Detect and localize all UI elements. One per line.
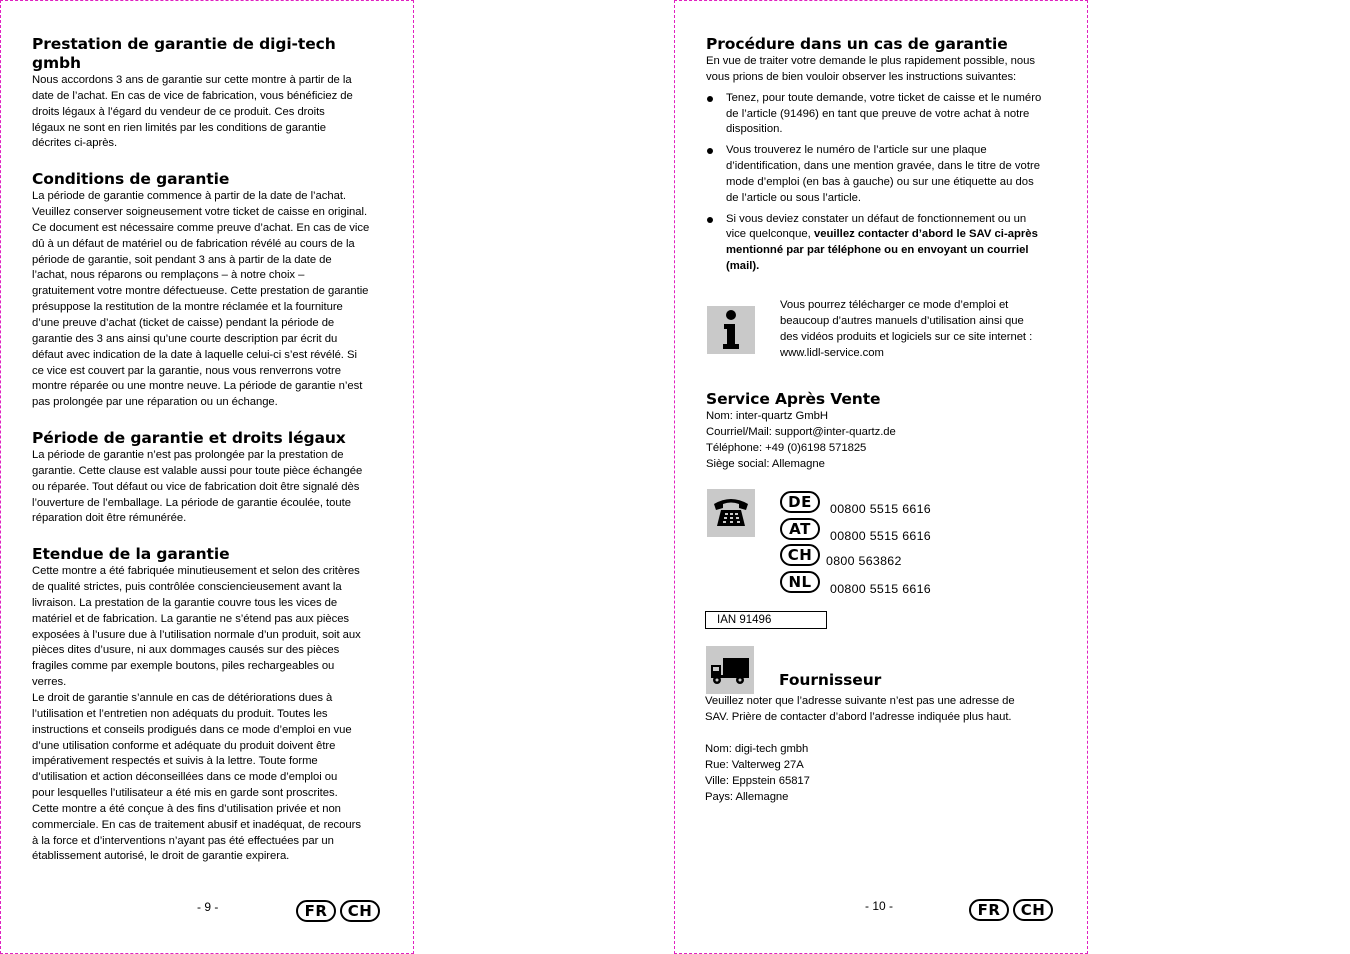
service-details: Nom: inter-quartz GmbH Courriel/Mail: support@inter-quartz.de Téléphone: +49 (0)6198 571825 Siège social: Allemagne (706, 410, 896, 470)
country-badge-nl: NL (780, 571, 820, 593)
lang-badge-ch: CH (1013, 899, 1053, 921)
lang-badge-fr: FR (969, 899, 1009, 921)
telephone-icon (707, 489, 755, 537)
supplier-note: Veuillez noter que l’adresse suivante n’est pas une adresse de SAV. Prière de contacter d’abord l’adresse indiquée plus haut. (705, 695, 1015, 723)
supplier-address: Nom: digi-tech gmbh Rue: Valterweg 27A Ville: Eppstein 65817 Pays: Allemagne (705, 743, 810, 803)
supplier-heading: Fournisseur (779, 671, 882, 689)
phone-number: 00800 5515 6616 (830, 502, 931, 516)
phone-row-ch (780, 542, 902, 568)
section-heading: Procédure dans un cas de garantie (706, 35, 1008, 53)
section-heading: Conditions de garantie (32, 170, 230, 189)
phone-number: 00800 5515 6616 (830, 582, 931, 596)
section-heading: Prestation de garantie de digi-tech gmbh (32, 35, 336, 72)
section-intro: En vue de traiter votre demande le plus rapidement possible, nous vous prions de bien vouloir observer les instructions suivantes: (706, 55, 1035, 83)
phone-number: 00800 5515 6616 (830, 529, 931, 543)
language-badges (969, 899, 1053, 921)
info-icon (707, 306, 755, 354)
section-warranty-service (32, 35, 387, 152)
lang-badge-ch: CH (340, 900, 380, 922)
phone-row-at (780, 515, 931, 543)
phone-number: 0800 563862 (826, 554, 902, 568)
list-item: Tenez, pour toute demande, votre ticket de caisse et le numéro de l’article (91496) en tant que preuve de votre achat à notre disposition. (706, 91, 1061, 139)
page-number: - 9 - (197, 900, 219, 914)
section-service (706, 390, 1061, 472)
country-badge-de: DE (780, 491, 820, 513)
section-body: Nous accordons 3 ans de garantie sur cette montre à partir de la date de l’achat. En cas de vice de fabrication, vous bénéficiez de droits légaux à l’égard du vendeur de ce produit. Ces droits légaux ne sont en rien limités par les conditions de garantie décrites ci-après. (32, 74, 353, 150)
list-item: Si vous deviez constater un défaut de fonctionnement ou un vice quelconque, veuillez contacter d’abord le SAV ci-après mentionné par par téléphone ou en envoyant un courriel (mail). (706, 212, 1061, 275)
phone-row-nl (780, 568, 931, 596)
right-page-content (706, 35, 1061, 280)
page-left (0, 0, 414, 954)
truck-icon (706, 646, 754, 694)
section-body: La période de garantie commence à partir de la date de l’achat. Veuillez conserver soigneusement votre ticket de caisse en original. Ce document est nécessaire comme preuve d’achat. En cas de vice dû à un défaut de matériel ou de fabrication révélé au cours de la période de garantie, soit pendant 3 ans à partir de la date de l’achat, nous réparons ou remplaçons – à notre choix – gratuitement votre montre défectueuse. Cette prestation de garantie présuppose la restitution de la montre réclamée et la fourniture d’une preuve d’achat (ticket de caisse) pendant la période de garantie des 3 ans ainsi qu’une courte description par écrit du défaut avec indication de la date à laquelle celui-ci s’est révélé. Si ce vice est couvert par la garantie, nous vous renverrons votre montre réparée ou une montre neuve. La période de garantie n’est pas prolongée par une réparation ou un échange. (32, 190, 370, 409)
country-badge-ch: CH (780, 544, 820, 566)
language-badges (296, 900, 380, 922)
list-item: Vous trouverez le numéro de l’article sur une plaque d’identification, dans une mention gravée, dans le titre de votre mode d’emploi (en bas à gauche) ou sur une étiquette au dos de l’article ou sous l’article. (706, 143, 1061, 206)
info-text: Vous pourrez télécharger ce mode d’emploi et beaucoup d’autres manuels d’utilisation ainsi que des vidéos produits et logiciels sur ce site internet : www.lidl-service.com (780, 299, 1033, 359)
section-body: La période de garantie n’est pas prolongée par la prestation de garantie. Cette clause est valable aussi pour toute pièce échangée ou réparée. Tout défaut ou vice de fabrication doit être signalé dès l’ouverture de l’emballage. La période de garantie écoulée, toute réparation doit être rémunérée. (32, 449, 363, 525)
left-page-content (32, 35, 387, 883)
section-heading: Période de garantie et droits légaux (32, 429, 346, 448)
page-right (674, 0, 1088, 954)
section-warranty-scope (32, 545, 387, 865)
section-procedure (706, 35, 1061, 275)
phone-row-de (780, 488, 931, 516)
section-body: Cette montre a été fabriquée minutieusement et selon des critères de qualité strictes, puis contrôlée consciencieusement avant la livraison. La prestation de la garantie couvre tous les vices de matériel et de fabrication. La garantie ne s’étend pas aux pièces exposées à l’usure due à l’utilisation normale d’un produit, soit aux pièces dites d’usure, ni aux dommages causés sur des pièces fragiles comme par exemple boutons, piles rechargeables ou verres. Le droit de garantie s’annule en cas de détériorations dues à l’utilisation et l’entretien non adéquats du produit. Toutes les instructions et conseils prodigués dans ce mode d’emploi en vue d’une utilisation conforme et adéquate du produit doivent être impérativement respectés et suivis à la lettre. Toute forme d’utilisation et action déconseillées dans ce mode d’emploi ou pour lesquelles l’utilisateur a été mis en garde sont proscrites. Cette montre a été conçue à des fins d’utilisation privée et non commerciale. En cas de traitement abusif et inadéquat, de recours à la force et d’interventions n’ayant pas été effectuées par un établissement autorisé, le droit de garantie expirera. (32, 565, 361, 863)
procedure-list (706, 91, 1061, 275)
section-heading: Service Après Vente (706, 390, 881, 408)
website-link[interactable]: www.lidl-service.com (780, 346, 884, 359)
country-badge-at: AT (780, 518, 820, 540)
section-warranty-period (32, 429, 387, 527)
section-warranty-conditions (32, 170, 387, 411)
page-number: - 10 - (865, 899, 894, 913)
section-heading: Etendue de la garantie (32, 545, 230, 564)
lang-badge-fr: FR (296, 900, 336, 922)
ian-box: IAN 91496 (705, 611, 827, 629)
